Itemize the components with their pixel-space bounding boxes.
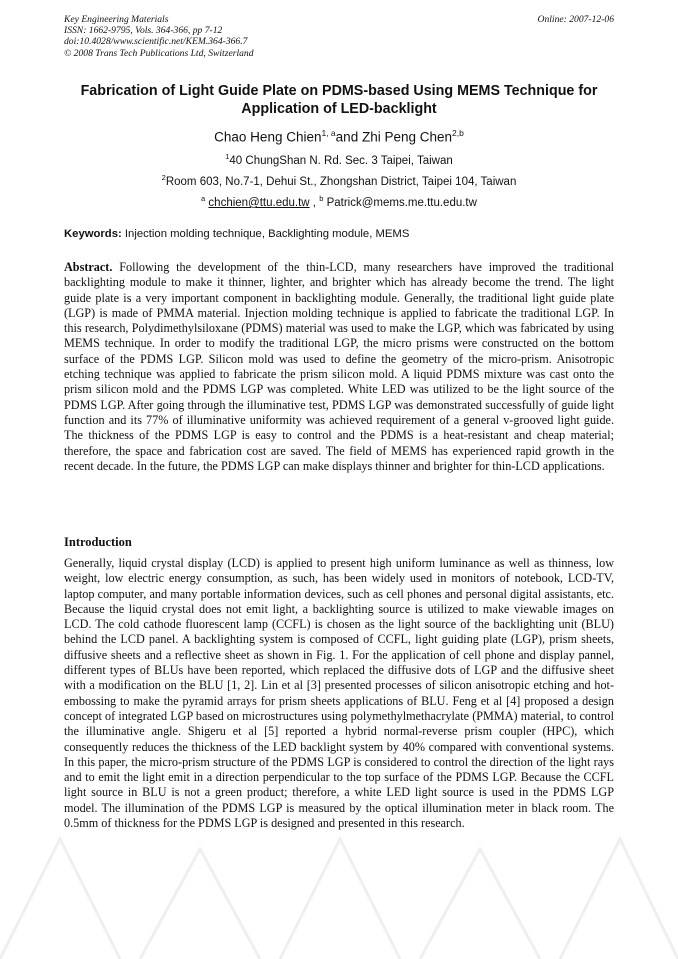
keywords-text: Injection molding technique, Backlighting module, MEMS [124, 228, 410, 240]
issn-line: ISSN: 1662-9795, Vols. 364-366, pp 7-12 [64, 25, 223, 37]
author-connector: and [335, 129, 362, 145]
affiliation-1-text: 40 ChungShan N. Rd. Sec. 3 Taipei, Taiwan [229, 154, 453, 167]
email-a-link[interactable]: chchien@ttu.edu.tw [208, 196, 310, 209]
abstract-paragraph [64, 260, 614, 474]
online-date: Online: 2007-12-06 [537, 14, 614, 25]
email-separator: , [309, 196, 320, 209]
email-line [64, 192, 614, 210]
affiliation-2-sup: 2 [161, 173, 166, 182]
affiliation-1-sup: 1 [225, 152, 230, 161]
introduction-paragraph: Generally, liquid crystal display (LCD) is applied to present high uniform luminance as well as thinness, low weight, low electric energy consumption, as such, has been widely used in monitors of notebook, LCD-TV, laptop computer, and many portable information devices, such as cell phones and personal digital assistants, etc. Because the liquid crystal does not emit light, a backlighting source is utilized to make viewable images on LCD. The cold cathode fluorescent lamp (CCFL) is chosen as the light source of the backlighting unit (BLU) behind the LCD panel. A backlighting system is composed of CCFL, light guiding plate (LGP), prism sheets, diffusive sheets and a reflective sheet as shown in Fig. 1. For the application of cell phone and display pannel, different types of BLUs have been reported, which replaced the diffusive dots of LGP and the diffusive sheet with a modification on the BLU [1, 2]. Lin et al [3] presented processes of silicon anisotropic etching and hot-embossing to make the pyramid arrays for prism sheets applications of BLU. Feng et al [4] proposed a design concept of integrated LGP based on microstructures using polymethylmethacrylate (PMMA) material, to control the illuminative angle. Shigeru et al [5] reported a hybrid normal-reverse prism coupler (HPC), which consequently reduces the thickness of the LED backlight system by 40% compared with conventional systems. In this paper, the micro-prism structure of the PDMS LGP is considered to control the direction of the light rays and to emit the light emit in a direction perpendicular to the top surface of the PDMS LGP. Because the CCFL light source in BLU is not a green product; therefore, a white LED light source is used in the PDMS LGP model. The illumination of the PDMS LGP is measured by the optical illumination meter in black room. The 0.5mm of thickness for the PDMS LGP is designed and presented in this research. [64, 556, 614, 831]
author-1: Chao Heng Chien [214, 129, 322, 145]
copyright-line: © 2008 Trans Tech Publications Ltd, Switzerland [64, 47, 254, 59]
email-a-sup: a [201, 194, 206, 203]
introduction-heading: Introduction [64, 535, 132, 549]
affiliation-1 [64, 150, 614, 168]
author-2-sup: 2,b [452, 128, 464, 138]
email-b-sup: b [319, 194, 324, 203]
author-1-sup: 1, a [321, 128, 336, 138]
keywords-label: Keywords: [64, 228, 122, 240]
doi-line: doi:10.4028/www.scientific.net/KEM.364-366.7 [64, 36, 248, 48]
journal-name: Key Engineering Materials [64, 14, 169, 25]
affiliation-2 [64, 171, 614, 189]
affiliation-2-text: Room 603, No.7-1, Dehui St., Zhongshan District, Taipei 104, Taiwan [165, 175, 517, 188]
journal-header [64, 14, 614, 59]
paper-title: Fabrication of Light Guide Plate on PDMS-based Using MEMS Technique for Application of LED-backlight [80, 83, 598, 117]
author-2: Zhi Peng Chen [361, 129, 453, 145]
abstract-label: Abstract. [64, 260, 113, 274]
background-watermark [0, 819, 678, 959]
keywords-line [64, 227, 614, 241]
author-line [64, 125, 614, 146]
abstract-text: Following the development of the thin-LCD, many researchers have improved the traditional backlighting module to make it thinner, lighter, and brighter which has already become the trend. The light guide plate is a very important component in backlighting module. Generally, the traditional light guide plate (LGP) is made of PMMA material. Injection molding technique is applied to fabricate the traditional LGP. In this research, Polydimethylsiloxane (PDMS) material was used to make the LGP, which was fabricated by using MEMS technique. In order to modify the traditional LGP, the micro prisms were constructed on the bottom surface of the PDMS LGP. Silicon mold was used to define the geometry of the micro-prism. Anisotropic etching technique was applied to fabricate the prism silicon mold. A liquid PDMS mixture was cast onto the prism silicon mold and the PDMS LGP was completed. White LED was utilized to be the light source of the PDMS LGP. After going through the illuminative test, PDMS LGP was demonstrated successfully of guide light function and its 77% of illuminative uniformity was achieved requirement of a general v-grooved light guide. The thickness of the PDMS LGP is easy to control and the PDMS is a heat-resistant and cheap material; therefore, the space and fabrication cost are saved. The field of MEMS has experienced rapid growth in the recent decade. In the future, the PDMS LGP can make displays thinner and brighter for thin-LCD applications. [64, 260, 615, 473]
email-b: Patrick@mems.me.ttu.edu.tw [326, 196, 477, 209]
